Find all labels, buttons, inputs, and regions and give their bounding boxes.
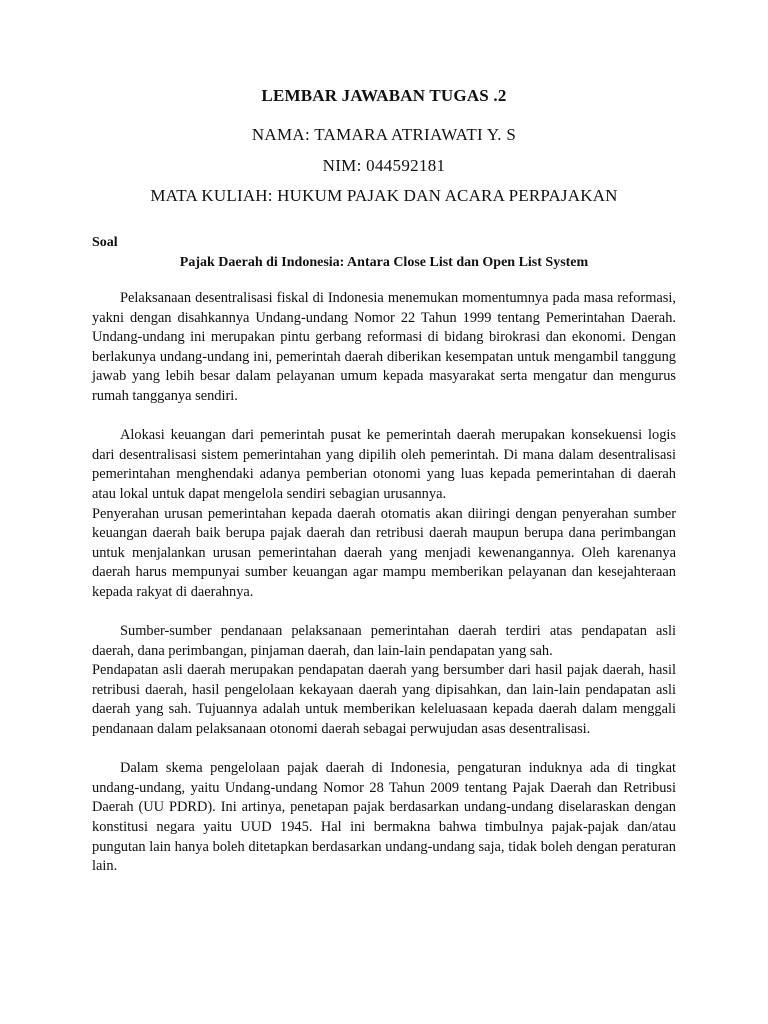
paragraph-1: Pelaksanaan desentralisasi fiskal di Indonesia menemukan momentumnya pada masa reformasi, yakni dengan disahkannya Undang-undang Nomor 22 Tahun 1999 tentang Pemerintahan Daerah. Undang-undang ini merupakan pintu gerbang reformasi di bidang birokrasi dan ekonomi. Dengan berlakunya undang-undang ini, pemerintah daerah diberikan kesempatan untuk mengambil tanggung jawab yang lebih besar dalam pelayanan umum kepada masyarakat serta mengatur dan mengurus rumah tangganya sendiri. — [92, 290, 676, 404]
document-title: LEMBAR JAWABAN TUGAS .2 — [261, 86, 507, 105]
course-name: MATA KULIAH: HUKUM PAJAK DAN ACARA PERPAJAKAN — [150, 186, 618, 205]
question-title: Pajak Daerah di Indonesia: Antara Close List dan Open List System — [179, 255, 589, 270]
answer-body — [92, 289, 676, 877]
question-label: Soal — [92, 235, 118, 250]
paragraph-4: Sumber-sumber pendanaan pelaksanaan pemerintahan daerah terdiri atas pendapatan asli daerah, dana perimbangan, pinjaman daerah, dan lain-lain pendapatan yang sah. — [92, 623, 676, 659]
paragraph-6: Dalam skema pengelolaan pajak daerah di Indonesia, pengaturan induknya ada di tingkat undang-undang, yaitu Undang-undang Nomor 28 Tahun 2009 tentang Pajak Daerah dan Retribusi Daerah (UU PDRD). Ini artinya, penetapan pajak berdasarkan undang-undang diselaraskan dengan konstitusi negara yaitu UUD 1945. Hal ini bermakna bahwa timbulnya pajak-pajak dan/atau pungutan lain hanya boleh ditetapkan berdasarkan undang-undang saja, tidak boleh dengan peraturan lain. — [92, 760, 676, 875]
paragraph-5: Pendapatan asli daerah merupakan pendapatan daerah yang bersumber dari hasil pajak daerah, hasil retribusi daerah, hasil pengelolaan kekayaan daerah yang dipisahkan, dan lain-lain pendapatan asli daerah yang sah. Tujuannya adalah untuk memberikan keleluasaan kepada daerah dalam menggali pendanaan dalam pelaksanaan otonomi daerah sebagai perwujudan asas desentralisasi. — [92, 662, 676, 738]
paragraph-2: Alokasi keuangan dari pemerintah pusat ke pemerintah daerah merupakan konsekuensi logis dari desentralisasi sistem pemerintahan yang dipilih oleh pemerintah. Di mana dalam desentralisasi pemerintahan menghendaki adanya pemberian otonomi yang luas kepada pemerintahan di daerah atau lokal untuk dapat mengelola sendiri sebagian urusannya. — [92, 427, 676, 502]
paragraph-3: Penyerahan urusan pemerintahan kepada daerah otomatis akan diiringi dengan penyerahan sumber keuangan daerah baik berupa pajak daerah dan retribusi daerah maupun berupa dana perimbangan untuk menjalankan urusan pemerintahan daerah yang menjadi kewenangannya. Oleh karenanya daerah harus mempunyai sumber keuangan agar mampu memberikan pelayanan dan kesejahteraan kepada rakyat di daerahnya. — [92, 505, 676, 600]
student-nim: NIM: 044592181 — [322, 156, 446, 175]
student-name: NAMA: TAMARA ATRIAWATI Y. S — [251, 125, 517, 144]
